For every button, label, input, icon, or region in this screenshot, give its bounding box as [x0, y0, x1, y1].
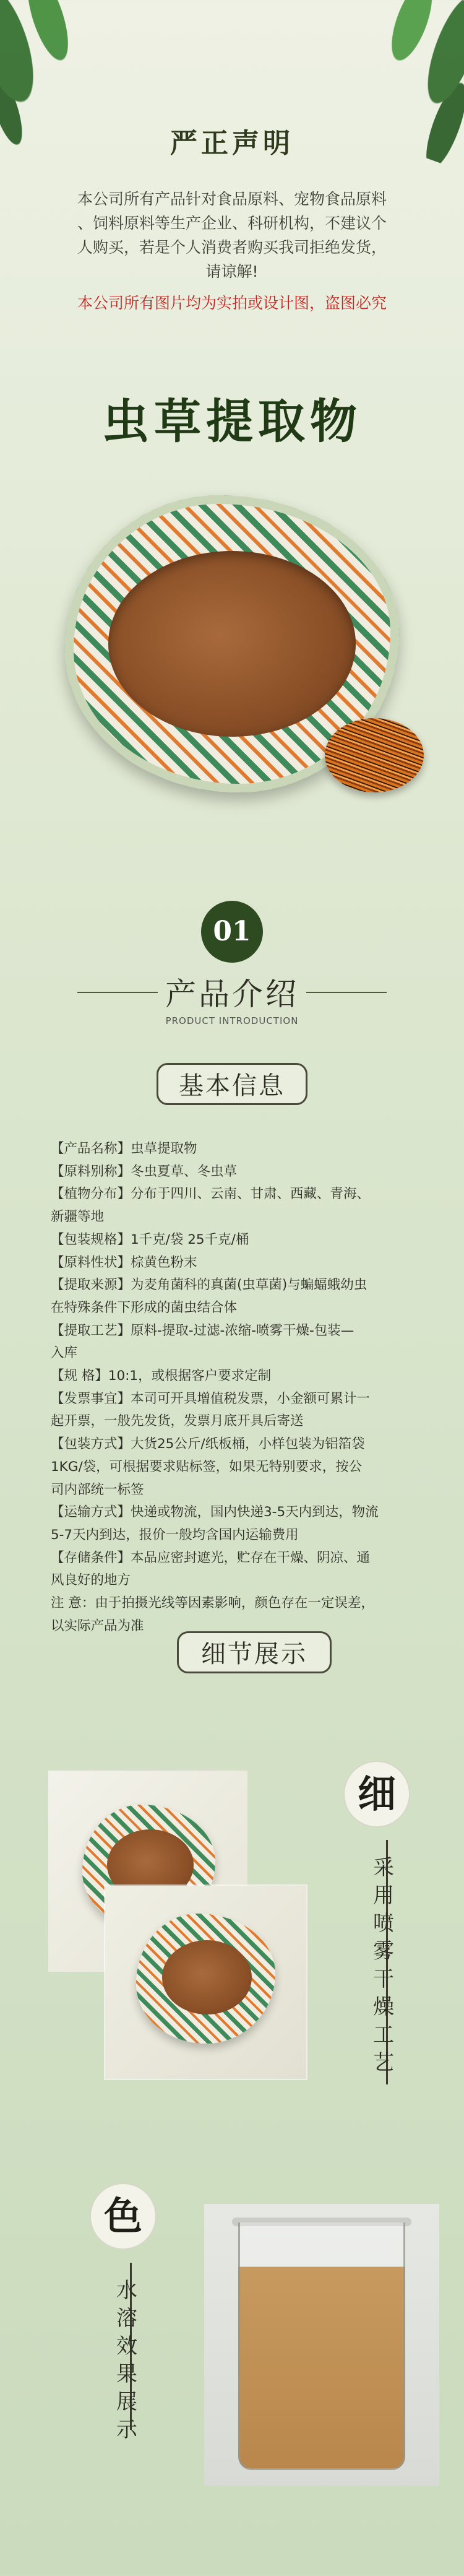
copyright-warning: 本公司所有图片均为实拍或设计图，盗图必究: [77, 294, 387, 312]
notice-text: [49, 187, 415, 284]
water-solubility-photo: [204, 2204, 439, 2486]
notice-line: 本公司所有产品针对食品原料、宠物食品原料: [77, 190, 387, 208]
notice-title: 严正声明: [170, 128, 294, 159]
info-line: 【存储条件】本品应密封遮光，贮存在干燥、阴凉、通: [51, 1550, 371, 1566]
info-line: 1KG/袋，可根据要求贴标签，如果无特别要求，按公: [51, 1459, 363, 1475]
section-subtitle: PRODUCT INTRODUCTION: [165, 1015, 299, 1026]
info-line: 风良好的地方: [51, 1572, 131, 1589]
info-line: 【包装规格】1千克/袋 25千克/桶: [51, 1231, 249, 1247]
notice-line: 、饲料原料等生产企业、科研机构，不建议个: [77, 214, 387, 232]
basic-info-label: 基本信息: [157, 1063, 307, 1105]
info-line: 【提取工艺】原料-提取-过滤-浓缩-喷雾干燥-包装—: [51, 1322, 354, 1338]
detail-photo-2: [105, 1886, 306, 2079]
detail-vertical-text: 采用喷雾干燥工艺: [373, 1855, 394, 2075]
glass-beaker: [238, 2223, 405, 2470]
info-line: 以实际产品为准: [51, 1618, 144, 1634]
product-info-list: [51, 1138, 416, 1637]
info-line: 【包装方式】大货25公斤/纸板桶，小样包装为铝箔袋: [51, 1436, 365, 1452]
notice-line: 人购买，若是个人消费者购买我司拒绝发货，: [77, 238, 387, 256]
product-hero-image: [65, 495, 399, 792]
info-line: 【原料性状】棕黄色粉末: [51, 1254, 197, 1270]
info-line: 司内部统一标签: [51, 1481, 144, 1498]
detail-label: 细节展示: [177, 1631, 332, 1673]
info-line: 起开票，一般先发货，发票月底开具后寄送: [51, 1413, 304, 1429]
info-line: 【发票事宜】本司可开具增值税发票，小金额可累计一: [51, 1390, 371, 1407]
detail-char-badge: 细: [343, 1761, 410, 1828]
info-line: 【规 格】10:1，或根据客户要求定制: [51, 1368, 272, 1384]
extract-powder: [108, 551, 356, 737]
info-line: 【植物分布】分布于四川、云南、甘肃、西藏、青海、: [51, 1186, 371, 1202]
color-vertical-text: 水溶效果展示: [116, 2278, 137, 2442]
info-line: 【提取来源】为麦角菌科的真菌(虫草菌)与蝙蝠蛾幼虫: [51, 1277, 367, 1293]
color-char-badge: 色: [90, 2183, 157, 2250]
product-title: 虫草提取物: [102, 394, 362, 449]
extract-powder: [162, 1940, 252, 2014]
info-line: 新疆等地: [51, 1209, 105, 1225]
info-line: 入库: [51, 1345, 78, 1361]
section-title: 产品介绍: [165, 976, 299, 1012]
info-line: 【原料别称】冬虫夏草、冬虫草: [51, 1163, 238, 1179]
info-line: 【产品名称】虫草提取物: [51, 1141, 197, 1156]
section-number-badge: 01: [201, 901, 263, 963]
info-line: 5-7天内到达，报价一般均含国内运输费用: [51, 1527, 299, 1543]
info-line: 【运输方式】快递或物流，国内快递3-5天内到达，物流: [51, 1504, 379, 1520]
cordyceps-herb: [325, 718, 424, 792]
notice-line: 请谅解!: [205, 262, 259, 280]
info-line: 注 意：由于拍摄光线等因素影响，颜色存在一定误差，: [51, 1595, 374, 1611]
info-line: 在特殊条件下形成的菌虫结合体: [51, 1299, 238, 1316]
